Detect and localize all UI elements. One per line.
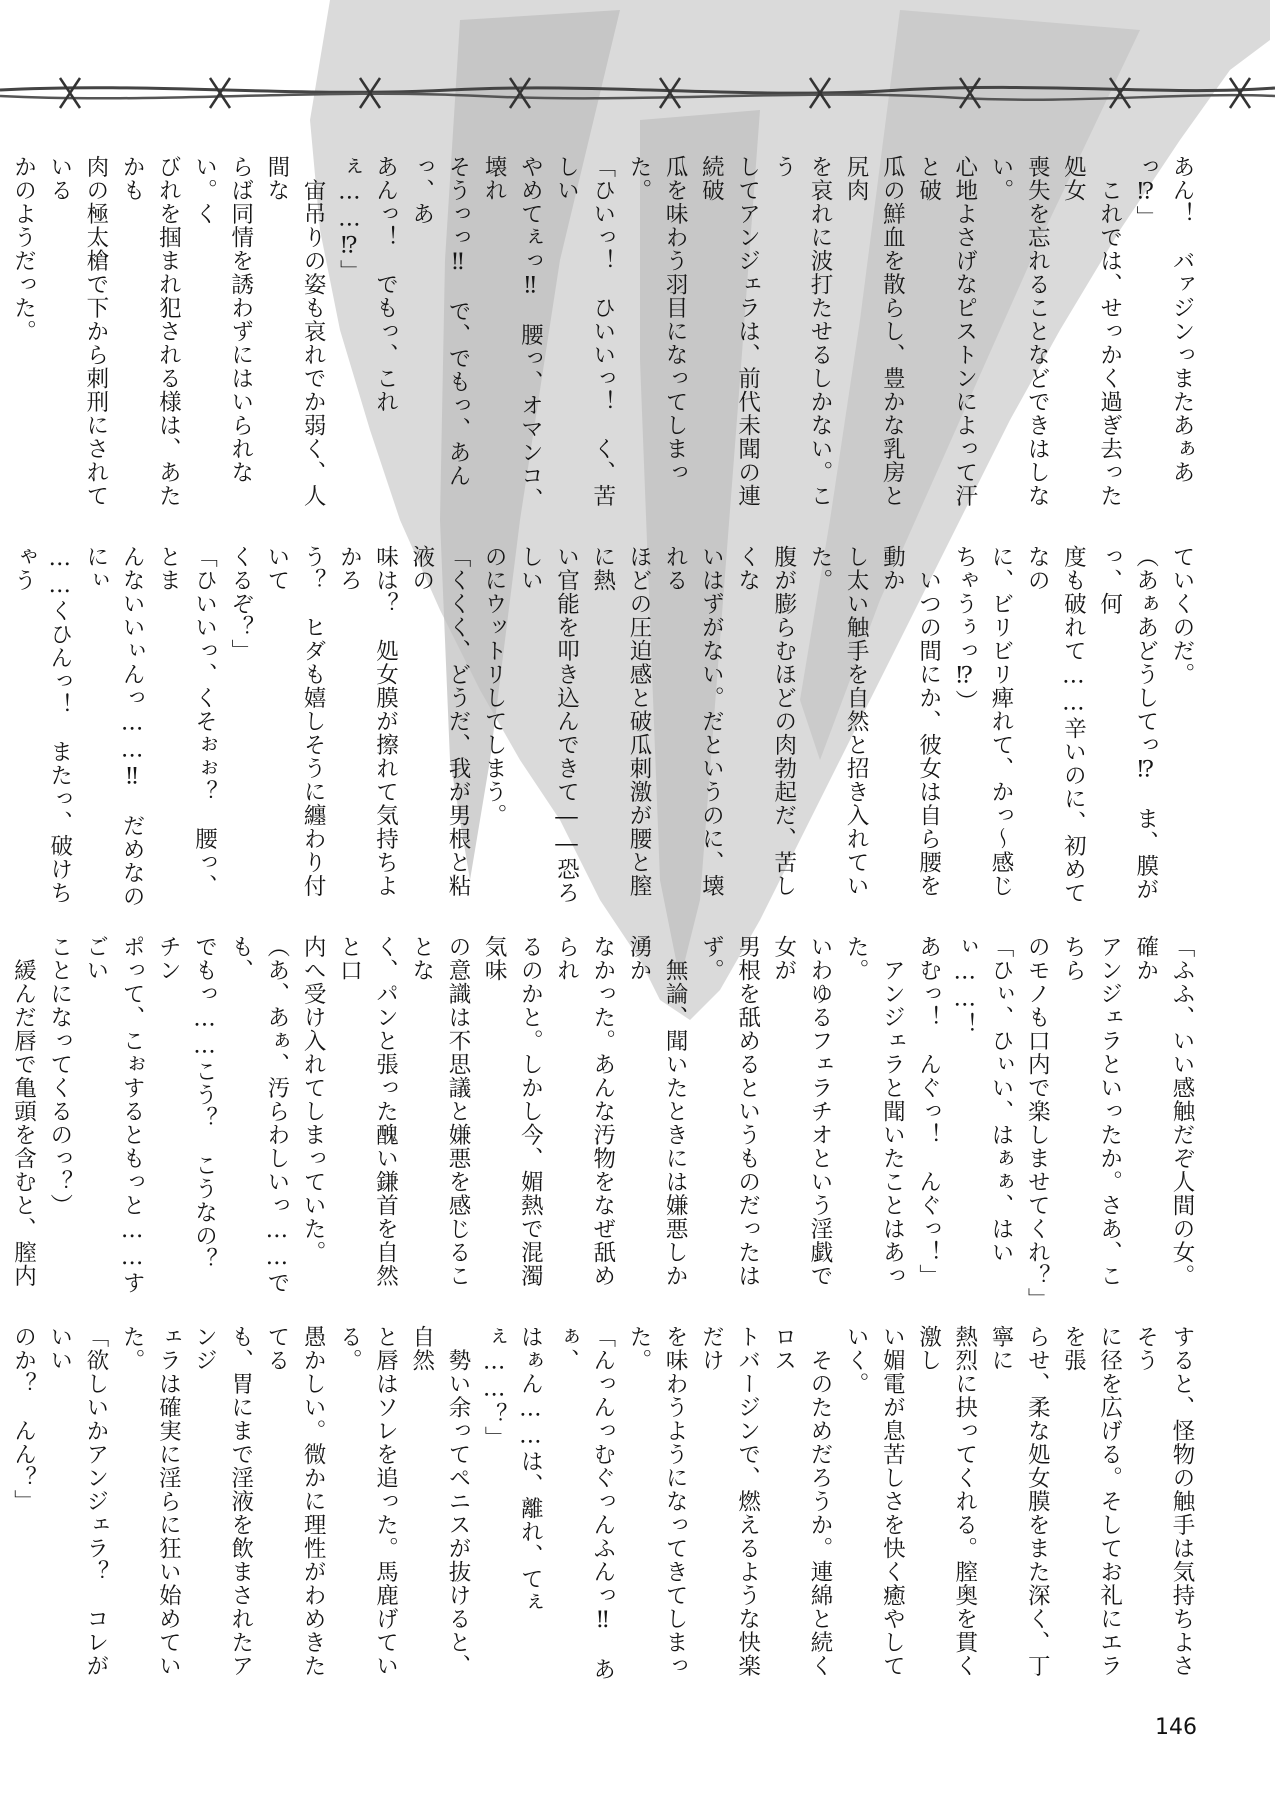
text-line: 瓜の鮮血を散らし、豊かな乳房と尻肉 (843, 155, 906, 508)
barb-5 (660, 78, 680, 108)
text-line: 「ひいいっ、くそぉぉ？ 腰っ、とま (155, 545, 218, 898)
text-tier-2 (10, 545, 1200, 910)
text-line: いつの間にか、彼女は自ら腰を動か (879, 545, 942, 898)
text-line: 愚かしい。微かに理性がわめきたてる (263, 1325, 327, 1678)
page-number: 146 (1155, 1715, 1197, 1740)
text-line: を味わうようになってきてしまった。 (625, 1325, 689, 1678)
text-line: ェラは確実に淫らに狂い始めていた。 (119, 1325, 182, 1678)
text-line: （あぁあどうしてっ⁉ ま、膜がっ、何 (1096, 545, 1159, 901)
text-tier-3 (10, 935, 1200, 1311)
text-line: く、パンと張った醜い鎌首を自然と口 (336, 935, 399, 1288)
text-line: い媚電が息苦しさを快く癒やしていく。 (843, 1325, 906, 1678)
text-line: 腹が膨らむほどの肉勃起だ、苦しくな (734, 545, 797, 898)
text-line: し太い触手を自然と招き入れていた。 (806, 545, 870, 898)
text-line: に径を広げる。そしてお礼にエラを張 (1060, 1325, 1123, 1678)
barb-2 (210, 78, 230, 108)
text-line (0, 1325, 5, 1690)
text-line: アンジェラと聞いたことはあった。 (843, 935, 906, 1288)
text-line: はぁん……は、離れ、てぇぇ……？」 (481, 1325, 544, 1614)
text-line: らせ、柔な処女膜をまた深く、丁寧に (987, 1325, 1051, 1678)
text-line: そうっっ‼ で、でもっ、あんっ、あ (408, 155, 471, 488)
text-line: らば同情を誘わずにはいられない。く (191, 155, 254, 484)
barb-4 (510, 78, 530, 108)
text-line: と唇はソレを追った。馬鹿げている。 (336, 1325, 399, 1678)
text-line: ……くひんっ！ またっ、破けちゃう (10, 545, 73, 905)
text-line (0, 545, 5, 910)
text-line: るのかと。しかし今、媚熱で混濁気味 (481, 935, 544, 1288)
text-tier-1 (10, 155, 1200, 520)
text-line: 「くくく、どうだ、我が男根と粘液の (408, 545, 471, 898)
text-line: 喪失を忘れることなどできはしない。 (987, 155, 1051, 508)
text-line: かのようだった。 (10, 155, 37, 343)
text-line: 無論、聞いたときには嫌悪しか湧か (625, 935, 689, 1288)
text-line: 心地よさげなピストンによって汗と破 (915, 155, 978, 508)
text-line: 宙吊りの姿も哀れでか弱く、人間な (263, 155, 327, 508)
text-line: 内へ受け入れてしまっていた。 (300, 935, 327, 1264)
text-line: 「ひぃ、ひぃい、はぁぁ、はいぃ……！ (951, 935, 1014, 1264)
text-line: 瓜を味わう羽目になってしまった。 (625, 155, 689, 484)
text-line: 熱烈に抉ってくれる。膣奥を貫く激し (915, 1325, 978, 1678)
text-line: これでは、せっかく過ぎ去った処女 (1060, 155, 1123, 508)
text-line: 肉の極太槍で下から刺刑にされている (46, 155, 109, 508)
text-line: を哀れに波打たせるしかない。こう (770, 155, 833, 508)
text-line: あんっ！ でもっ、これぇ……⁉」 (336, 155, 399, 414)
barbed-wire-strand-1 (0, 87, 1275, 93)
text-line: 「ふふ、いい感触だぞ人間の女。確か (1132, 935, 1195, 1288)
barb-8 (1110, 78, 1130, 108)
text-line: い官能を叩き込んできて――恐ろしい (517, 545, 580, 905)
barbed-wire-ornament (0, 60, 1275, 130)
text-line: いはずがない。だというのに、壊れる (662, 545, 725, 898)
text-line: ちゃうぅっ⁉） (951, 545, 978, 713)
text-line: そのためだろうか。連綿と続くロス (770, 1325, 833, 1678)
barb-7 (960, 78, 980, 108)
text-line (0, 155, 5, 520)
text-line: してアンジェラは、前代未聞の連続破 (698, 155, 761, 508)
text-line: に、ビリビリ痺れて、かっ～感じ (987, 545, 1014, 898)
text-line: ていくのだ。 (1169, 545, 1195, 686)
text-line: すると、怪物の触手は気持ちよさそう (1132, 1325, 1195, 1678)
text-line: 勢い余ってペニスが抜けると、自然 (408, 1325, 471, 1678)
text-line: 「ひいっ！ ひいいっ！ く、苦しい (553, 155, 616, 508)
barbs (60, 78, 1250, 108)
text-line: の意識は不思議と嫌悪を感じることな (408, 935, 471, 1288)
text-line: くるぞ？」 (227, 545, 254, 663)
barb-1 (60, 78, 80, 108)
text-line: も、胃にまで淫液を飲まされたアンジ (191, 1325, 254, 1678)
barb-9 (1230, 78, 1250, 108)
text-tier-4 (10, 1325, 1200, 1690)
text-line: やめてぇっ‼ 腰っ、オマンコ、壊れ (481, 155, 544, 511)
text-line: トバージンで、燃えるような快楽だけ (698, 1325, 761, 1678)
text-line: アンジェラといったか。さあ、こちら (1060, 935, 1123, 1288)
text-line: いわゆるフェラチオという淫戯で女が (770, 935, 833, 1288)
text-line: ことになってくるのっ？） (46, 935, 73, 1217)
text-line: （あ、あぁ、汚らわしいっ……でも、 (227, 935, 290, 1295)
text-line: のか？ んん？」 (10, 1325, 37, 1513)
text-line: ほどの圧迫感と破瓜刺激が腰と膣に熱 (589, 545, 652, 898)
text-line: なかった。あんな汚物をなぜ舐められ (553, 935, 616, 1288)
text-line: ポって、こぉするともっと……すごい (82, 935, 146, 1295)
text-line: あん！ バァジンっまたあぁあっ⁉」 (1132, 155, 1195, 484)
barbed-wire-strand-2 (0, 94, 1275, 100)
text-line: あむっ！ んぐっ！ んぐっ！」 (915, 935, 942, 1288)
text-line: 「欲しいかアンジェラ？ コレがいい (46, 1325, 109, 1678)
text-line: びれを掴まれ犯される様は、あたかも (119, 155, 182, 508)
text-line: のモノも口内で楽しませてくれ？」 (1024, 935, 1051, 1311)
text-line: 度も破れて……辛いのに、初めてなの (1024, 545, 1087, 905)
text-line: う？ ヒダも嬉しそうに纏わり付いて (263, 545, 327, 898)
text-line: でもっ……こう？ こうなの？ チン (155, 935, 218, 1295)
text-line: んないいぃんっ……‼ だめなのにぃ (82, 545, 146, 908)
text-line: 「んっんっむぐっんふんっ‼ あぁ、 (553, 1325, 616, 1681)
text-line: 男根を舐めるというものだったはず。 (698, 935, 761, 1288)
text-line: 味は？ 処女膜が擦れて気持ちよかろ (336, 545, 399, 898)
text-line: のにウットリしてしまう。 (481, 545, 508, 827)
text-line: 緩んだ唇で亀頭を含むと、膣内 (10, 958, 37, 1288)
